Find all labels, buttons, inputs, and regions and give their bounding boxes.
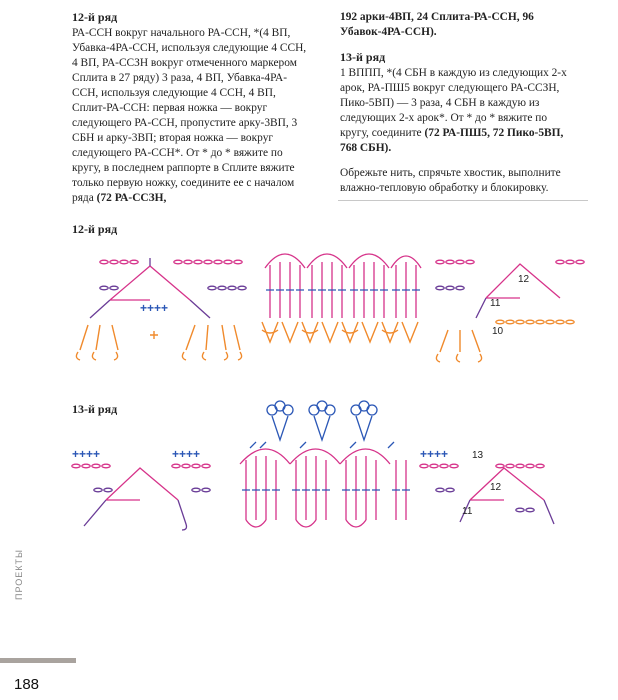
diagram-12-number-11: 11 bbox=[490, 298, 501, 309]
diagram-13-right-triangle bbox=[470, 468, 544, 500]
section-side-label: ПРОЕКТЫ bbox=[14, 549, 24, 600]
footer-bar bbox=[0, 658, 76, 663]
diagram-12-label: 12-й ряд bbox=[72, 222, 118, 236]
diagram-12-number-10: 10 bbox=[492, 326, 504, 337]
row-13-instructions: 1 ВППП, *(4 СБН в каждую из следующих 2-х арок, РА-ПШ5 вокруг следующего РА-ССЗН, Пико-5ВП) — 3 раза, 4 СБН в каждую из следующих 2-х арок*. От * до * вяжите по кругу, соедините bbox=[340, 67, 567, 139]
row-12-totals-end: 192 арки-4ВП, 24 Сплита-РА-ССН, 96 Убавок-4РА-ССН). bbox=[340, 11, 534, 38]
finishing-note: Обрежьте нить, спрячьте хвостик, выполните влажно-тепловую обработку и блокировку. bbox=[340, 167, 561, 194]
diagram-13-sc-left: ++++ bbox=[72, 447, 101, 461]
diagram-12-chain-right-purple bbox=[436, 286, 486, 318]
diagram-12-chart bbox=[76, 254, 584, 362]
row-13-totals: (72 РА-ПШ5, 72 Пико-5ВП, 768 СБН). bbox=[340, 127, 564, 154]
row-12-instructions: РА-ССН вокруг начального РА-ССН, *(4 ВП, Убавка-4РА-ССН, используя следующие 4 ССН, 4 ВП, РА-ССЗН вокруг отмеченного маркером Сплита в 27 ряду) 3 раза, 4 ВП, Убавка-4РА-ССН, используя следующие 4 ССН, 4 ВП, Сплит-РА-ССН: первая ножка — вокруг следующего РА-ССН, пропустите арку-3ВП, 3 СБН и арку-3ВП; вторая ножка — вокруг следующего РА-ССН*. От * до * вяжите по кругу, в последнем раппорте в Сплите вяжите только первую ножку, соедините ее с началом ряда bbox=[72, 27, 307, 204]
page-number: 188 bbox=[14, 676, 40, 693]
row-12-totals-start: (72 РА-ССЗН, bbox=[96, 192, 167, 204]
diagram-13-picots bbox=[250, 401, 394, 448]
diagram-13-sc-left2: ++++ bbox=[172, 447, 201, 461]
diagram-12-chain-top-left bbox=[100, 260, 242, 264]
diagram-13-left-triangle bbox=[106, 468, 178, 500]
diagram-13-center-fans bbox=[240, 449, 406, 527]
diagram-12-chain-top-right bbox=[436, 260, 584, 264]
row-12-heading: 12-й ряд bbox=[72, 10, 118, 24]
diagram-13-chart bbox=[72, 401, 554, 530]
diagram-13-number-11: 11 bbox=[462, 506, 473, 517]
diagram-13-chain-top bbox=[72, 464, 544, 468]
diagram-12-orange-row bbox=[76, 322, 481, 362]
diagram-12-number-12: 12 bbox=[518, 274, 530, 285]
diagram-13-number-13: 13 bbox=[472, 450, 484, 461]
diagram-13-label: 13-й ряд bbox=[72, 402, 118, 416]
row-13-heading: 13-й ряд bbox=[340, 50, 386, 64]
diagram-13-sc-right: ++++ bbox=[420, 447, 449, 461]
diagram-13-left-legs bbox=[84, 488, 210, 530]
diagram-13-number-12: 12 bbox=[490, 482, 502, 493]
diagram-12-chain-right-orange bbox=[496, 320, 574, 324]
diagram-12-left-triangle bbox=[110, 266, 190, 300]
diagram-12-center-fans bbox=[265, 254, 421, 318]
diagram-12-sc-marks: ++++ bbox=[140, 301, 169, 315]
